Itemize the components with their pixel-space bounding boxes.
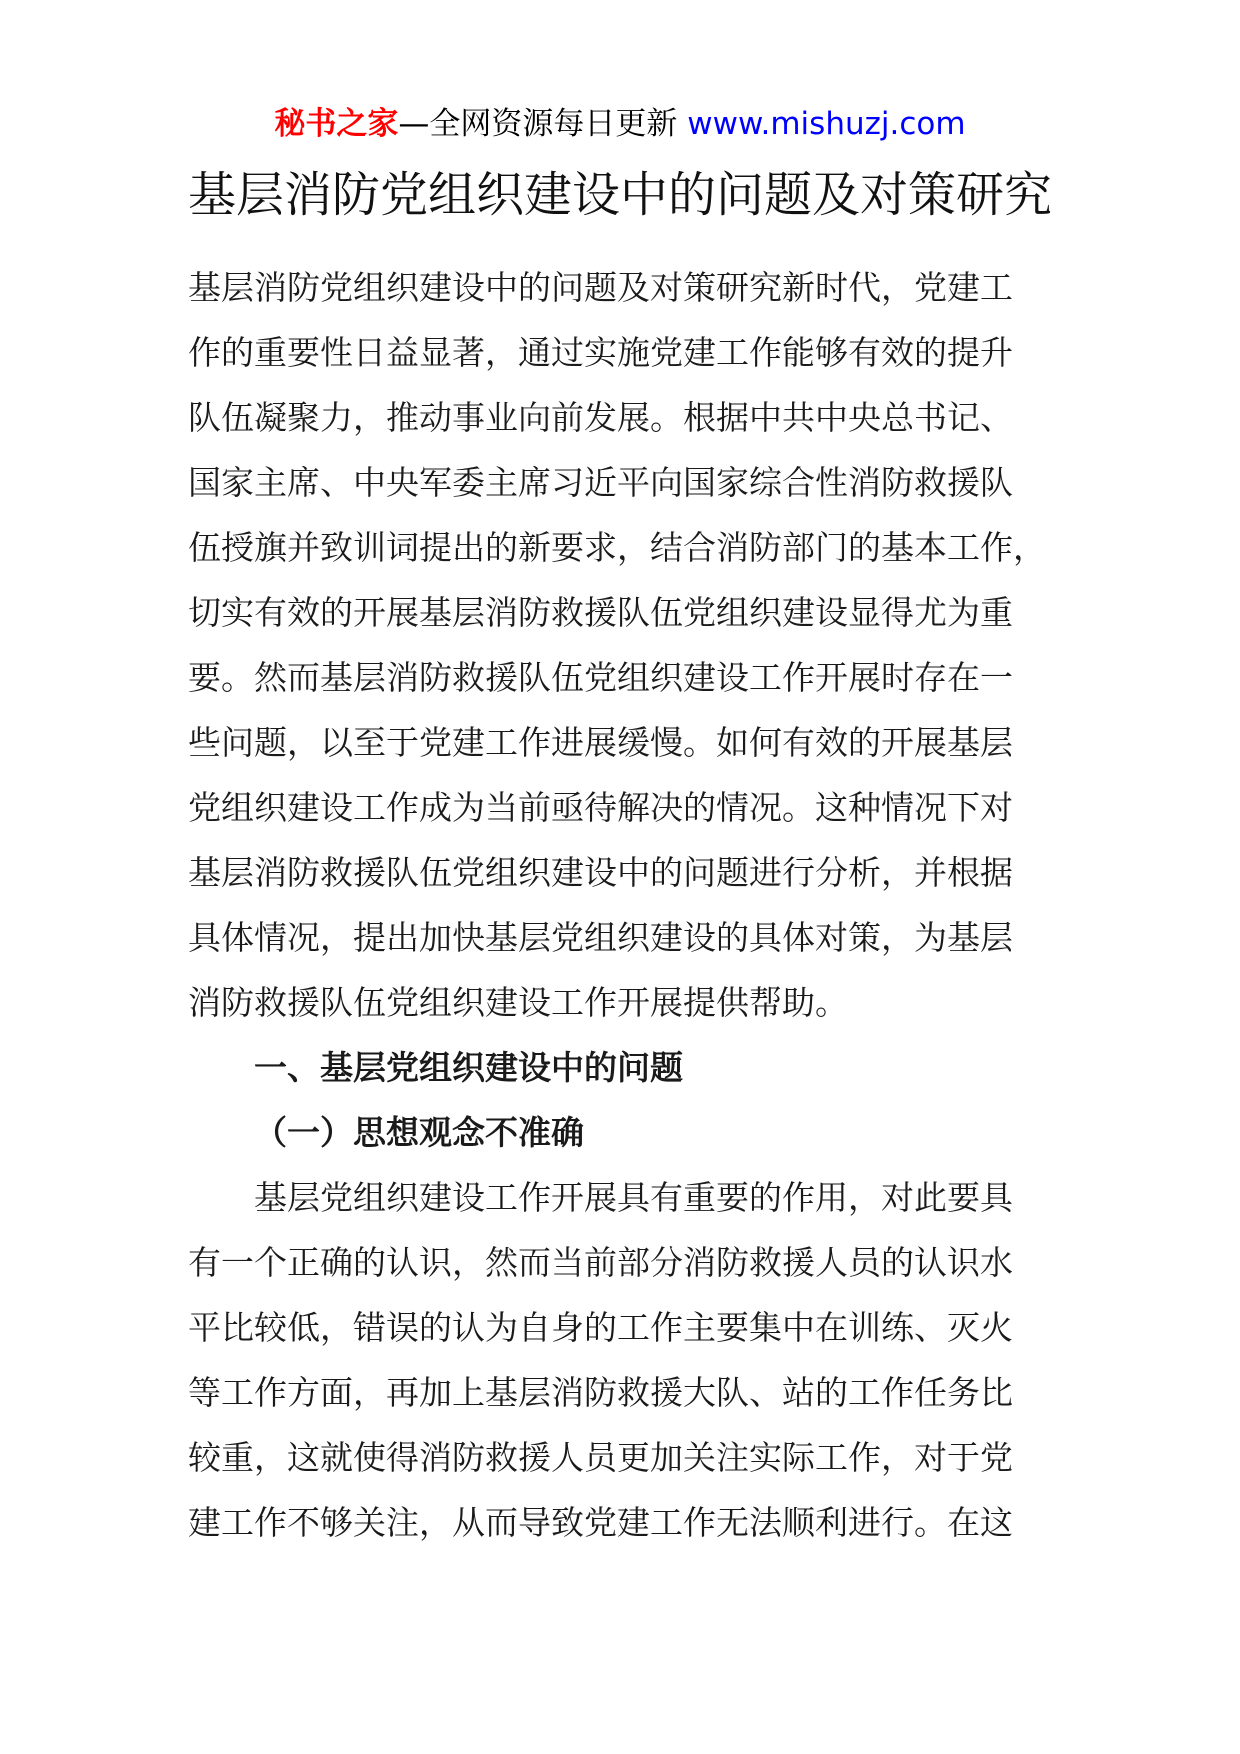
banner-tagline: —全网资源每日更新 — [398, 106, 678, 142]
document-body — [188, 255, 1058, 1555]
text-line: 消防救援队伍党组织建设工作开展提供帮助。 — [188, 983, 848, 1022]
text-line: 作的重要性日益显著，通过实施党建工作能够有效的提升 — [188, 333, 1013, 372]
text-line: 基层党组织建设工作开展具有重要的作用，对此要具 — [254, 1178, 1013, 1217]
text-line: 有一个正确的认识，然而当前部分消防救援人员的认识水 — [188, 1243, 1013, 1282]
text-line: 些问题，以至于党建工作进展缓慢。如何有效的开展基层 — [188, 723, 1013, 762]
text-line: 等工作方面，再加上基层消防救援大队、站的工作任务比 — [188, 1373, 1013, 1412]
subsection-heading: （一）思想观念不准确 — [254, 1113, 584, 1152]
text-line: 伍授旗并致训词提出的新要求，结合消防部门的基本工作， — [188, 528, 1046, 567]
text-line: 国家主席、中央军委主席习近平向国家综合性消防救援队 — [188, 463, 1013, 502]
text-line: 要。然而基层消防救援队伍党组织建设工作开展时存在一 — [188, 658, 1013, 697]
section-heading: 一、基层党组织建设中的问题 — [254, 1048, 683, 1087]
site-url[interactable]: www.mishuzj.com — [687, 106, 966, 142]
intro-paragraph — [188, 255, 1058, 1035]
text-line: 平比较低，错误的认为自身的工作主要集中在训练、灭火 — [188, 1308, 1013, 1347]
text-line: 较重，这就使得消防救援人员更加关注实际工作，对于党 — [188, 1438, 1013, 1477]
text-line: 切实有效的开展基层消防救援队伍党组织建设显得尤为重 — [188, 593, 1013, 632]
text-line: 建工作不够关注，从而导致党建工作无法顺利进行。在这 — [188, 1503, 1013, 1542]
text-line: 党组织建设工作成为当前亟待解决的情况。这种情况下对 — [188, 788, 1013, 827]
document-title: 基层消防党组织建设中的问题及对策研究 — [187, 167, 1052, 223]
text-line: 基层消防党组织建设中的问题及对策研究新时代，党建工 — [188, 268, 1013, 307]
text-line: 具体情况，提出加快基层党组织建设的具体对策，为基层 — [188, 918, 1013, 957]
body-paragraph — [188, 1165, 1058, 1555]
text-line: 基层消防救援队伍党组织建设中的问题进行分析，并根据 — [188, 853, 1013, 892]
site-banner — [0, 100, 1240, 148]
brand-name: 秘书之家 — [274, 106, 399, 142]
text-line: 队伍凝聚力，推动事业向前发展。根据中共中央总书记、 — [188, 398, 1013, 437]
